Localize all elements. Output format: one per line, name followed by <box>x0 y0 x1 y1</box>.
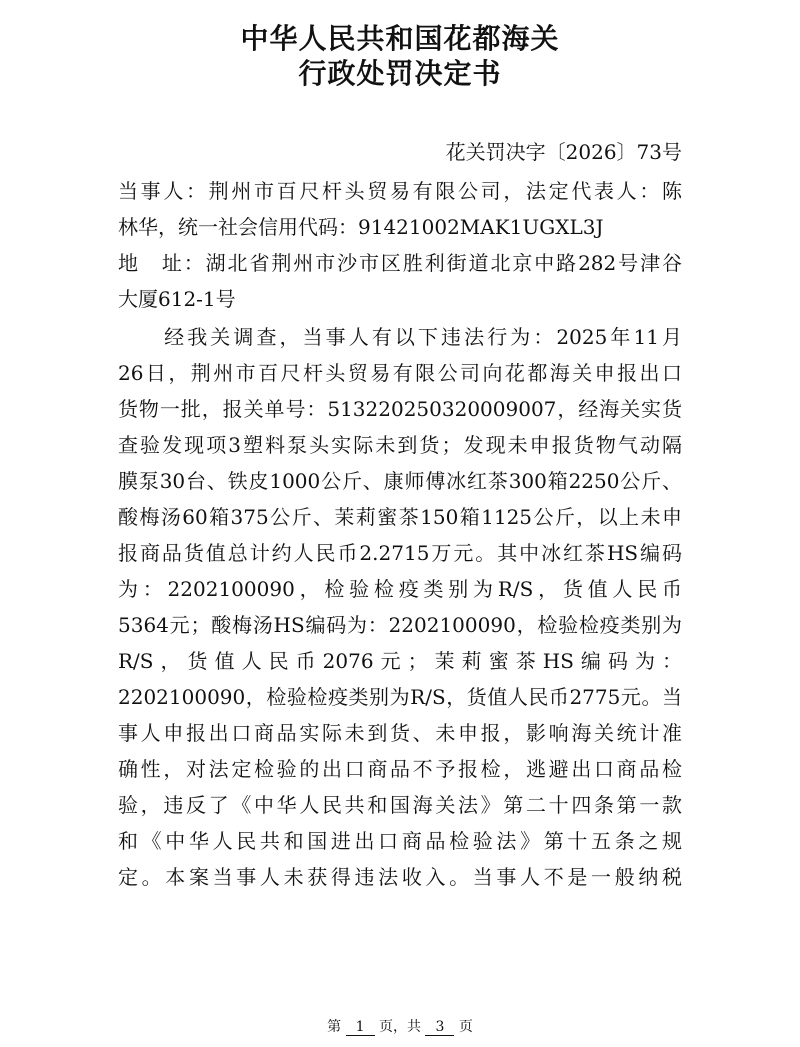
footer-prefix: 第 <box>327 1019 342 1035</box>
body-line: 2202100090，检验检疫类别为R/S，货值人民币2775元。当 <box>118 685 682 709</box>
body-line: 确性，对法定检验的出口商品不予报检，逃避出口商品检 <box>118 757 682 781</box>
body-line: 膜泵30台、铁皮1000公斤、康师傅冰红茶300箱2250公斤、 <box>118 469 682 493</box>
body-line: 林华，统一社会信用代码：91421002MAK1UGXL3J <box>118 215 604 239</box>
body-line: 为：2202100090，检验检疫类别为R/S，货值人民币 <box>118 577 682 601</box>
body-line: 26日，荆州市百尺杆头贸易有限公司向花都海关申报出口 <box>118 361 682 385</box>
body-line: 经我关调查，当事人有以下违法行为：2025年11月 <box>118 325 682 349</box>
body-line: 酸梅汤60箱375公斤、茉莉蜜茶150箱1125公斤，以上未申 <box>118 505 682 529</box>
body-line: 事人申报出口商品实际未到货、未申报，影响海关统计准 <box>118 721 682 745</box>
body-line: 货物一批，报关单号：513220250320009007，经海关实货 <box>118 397 682 421</box>
body-line: 定。本案当事人未获得违法收入。当事人不是一般纳税 <box>118 865 682 889</box>
body-line: 地 址：湖北省荆州市沙市区胜利街道北京中路282号津谷 <box>118 251 682 275</box>
document-subtitle: 行政处罚决定书 <box>298 57 502 90</box>
footer-suffix: 页 <box>458 1019 473 1035</box>
body-line: 查验发现项3塑料泵头实际未到货；发现未申报货物气动隔 <box>118 433 682 457</box>
footer-middle: 页，共 <box>379 1019 421 1035</box>
document-title: 中华人民共和国花都海关 <box>240 22 560 55</box>
body-line: 验，违反了《中华人民共和国海关法》第二十四条第一款 <box>118 793 682 817</box>
body-line: R/S，货值人民币2076元；茉莉蜜茶HS编码为： <box>118 649 682 673</box>
current-page-number: 1 <box>346 1019 375 1036</box>
body-line: 大厦612-1号 <box>118 287 236 311</box>
body-line: 和《中华人民共和国进出口商品检验法》第十五条之规 <box>118 829 682 853</box>
body-line: 5364元；酸梅汤HS编码为：2202100090，检验检疫类别为 <box>118 613 682 637</box>
body-line: 当事人：荆州市百尺杆头贸易有限公司，法定代表人：陈 <box>118 179 682 203</box>
total-page-count: 3 <box>425 1019 454 1036</box>
body-line: 报商品货值总计约人民币2.2715万元。其中冰红茶HS编码 <box>118 541 682 565</box>
page-footer <box>0 1016 800 1036</box>
document-number: 花关罚决字〔2026〕73号 <box>445 140 682 164</box>
